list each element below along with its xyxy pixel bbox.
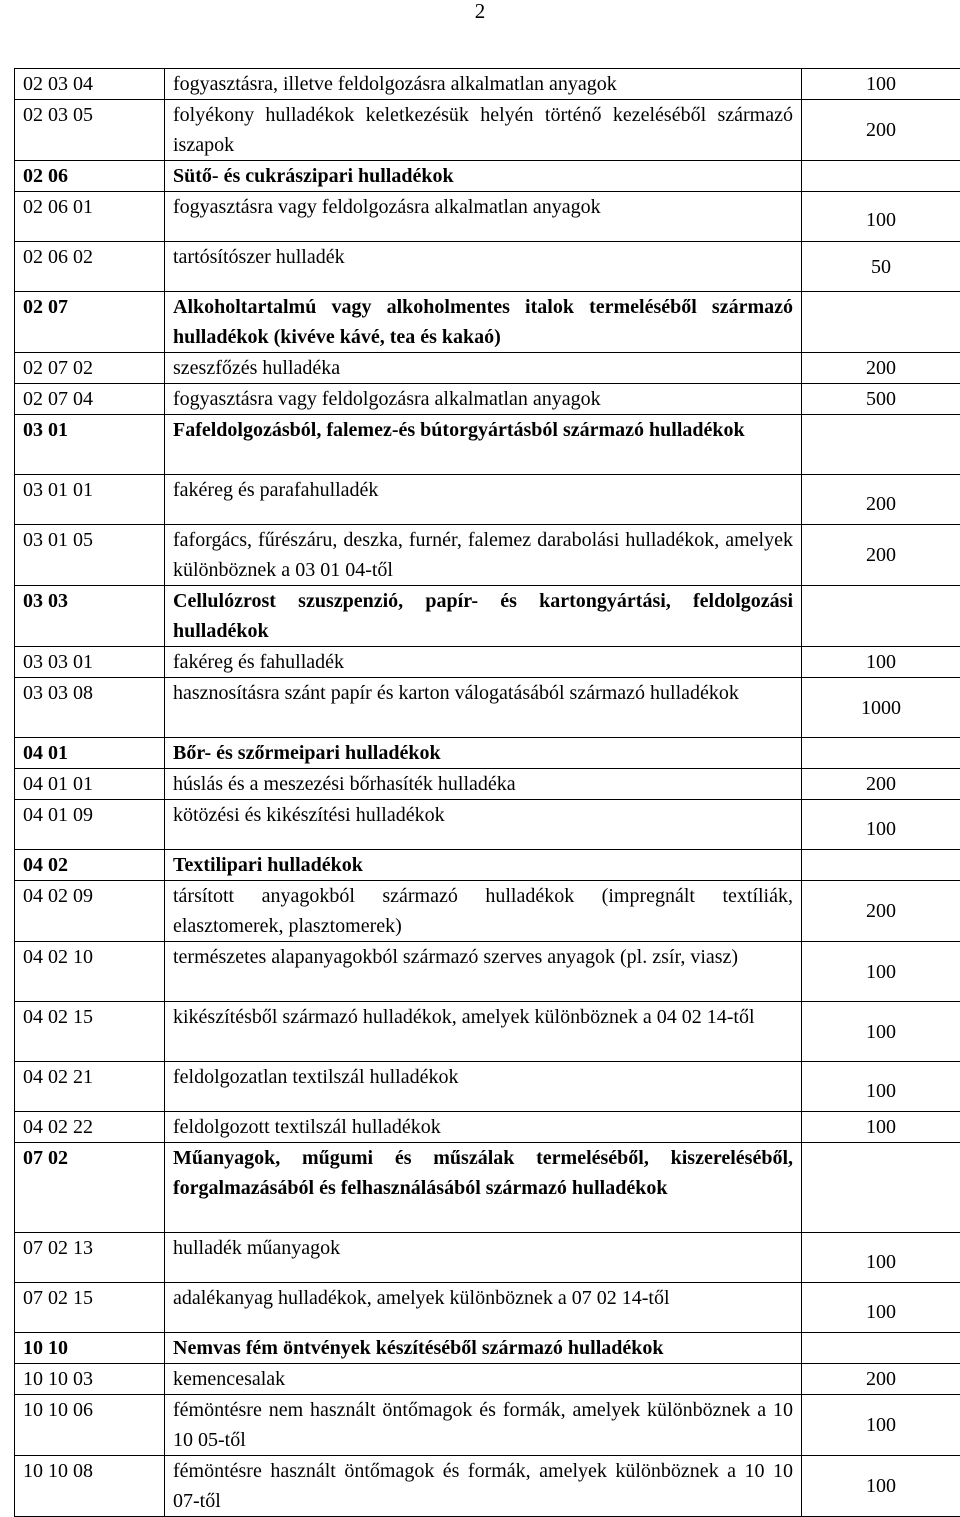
waste-group-code: 02 07 [15, 292, 165, 353]
waste-group-title: Bőr- és szőrmeipari hulladékok [165, 738, 802, 769]
waste-code: 02 03 05 [15, 100, 165, 161]
quantity [802, 586, 960, 647]
waste-code: 03 01 01 [15, 475, 165, 525]
quantity: 100 [802, 1283, 960, 1333]
waste-group-title: Textilipari hulladékok [165, 850, 802, 881]
table-row [15, 1333, 960, 1364]
waste-description: fogyasztásra vagy feldolgozásra alkalmatlan anyagok [165, 384, 802, 415]
waste-description: fakéreg és parafahulladék [165, 475, 802, 525]
table-row [15, 1364, 960, 1395]
quantity: 100 [802, 69, 960, 100]
quantity: 100 [802, 942, 960, 1002]
table-row [15, 1062, 960, 1112]
quantity [802, 738, 960, 769]
waste-description: fémöntésre nem használt öntőmagok és formák, amelyek különböznek a 10 10 05-től [165, 1395, 802, 1456]
waste-code: 04 01 09 [15, 800, 165, 850]
waste-code: 04 02 22 [15, 1112, 165, 1143]
table-row [15, 384, 960, 415]
waste-description: fogyasztásra, illetve feldolgozásra alkalmatlan anyagok [165, 69, 802, 100]
quantity: 200 [802, 475, 960, 525]
waste-group-code: 10 10 [15, 1333, 165, 1364]
table-row [15, 647, 960, 678]
table-row [15, 192, 960, 242]
table-row [15, 353, 960, 384]
quantity: 1000 [802, 678, 960, 738]
waste-code: 10 10 06 [15, 1395, 165, 1456]
quantity [802, 1143, 960, 1233]
table-row [15, 1143, 960, 1233]
quantity: 100 [802, 1112, 960, 1143]
waste-group-title: Fafeldolgozásból, falemez-és bútorgyártásból származó hulladékok [165, 415, 802, 475]
waste-description: társított anyagokból származó hulladékok (impregnált textíliák, elasztomerek, plasztomerek) [165, 881, 802, 942]
table-row [15, 1112, 960, 1143]
table-row [15, 292, 960, 353]
waste-description: folyékony hulladékok keletkezésük helyén történő kezeléséből származó iszapok [165, 100, 802, 161]
waste-group-title: Cellulózrost szuszpenzió, papír- és kartongyártási, feldolgozási hulladékok [165, 586, 802, 647]
quantity: 200 [802, 100, 960, 161]
waste-description: kötözési és kikészítési hulladékok [165, 800, 802, 850]
table-row [15, 769, 960, 800]
quantity: 50 [802, 242, 960, 292]
waste-group-title: Sütő- és cukrászipari hulladékok [165, 161, 802, 192]
table-row [15, 415, 960, 475]
quantity: 100 [802, 1002, 960, 1062]
table-row [15, 1002, 960, 1062]
quantity: 200 [802, 1364, 960, 1395]
quantity [802, 161, 960, 192]
waste-code: 02 06 01 [15, 192, 165, 242]
waste-description: fakéreg és fahulladék [165, 647, 802, 678]
quantity [802, 292, 960, 353]
waste-code: 02 07 04 [15, 384, 165, 415]
waste-code: 07 02 13 [15, 1233, 165, 1283]
waste-code: 07 02 15 [15, 1283, 165, 1333]
table-row [15, 100, 960, 161]
waste-group-code: 02 06 [15, 161, 165, 192]
quantity: 100 [802, 1233, 960, 1283]
table-row [15, 161, 960, 192]
table-row [15, 1456, 960, 1517]
quantity: 100 [802, 1456, 960, 1517]
waste-description: faforgács, fűrészáru, deszka, furnér, falemez darabolási hulladékok, amelyek különböznek a 03 01 04-től [165, 525, 802, 586]
waste-description: adalékanyag hulladékok, amelyek különböznek a 07 02 14-től [165, 1283, 802, 1333]
waste-code: 04 01 01 [15, 769, 165, 800]
waste-code: 04 02 09 [15, 881, 165, 942]
waste-description: fémöntésre használt öntőmagok és formák, amelyek különböznek a 10 10 07-től [165, 1456, 802, 1517]
table-row [15, 586, 960, 647]
quantity [802, 850, 960, 881]
table-row [15, 1283, 960, 1333]
waste-group-title: Nemvas fém öntvények készítéséből származó hulladékok [165, 1333, 802, 1364]
waste-code: 02 03 04 [15, 69, 165, 100]
waste-code: 03 03 08 [15, 678, 165, 738]
waste-description: fogyasztásra vagy feldolgozásra alkalmatlan anyagok [165, 192, 802, 242]
waste-group-code: 04 02 [15, 850, 165, 881]
table-row [15, 678, 960, 738]
table-row [15, 881, 960, 942]
table-row [15, 525, 960, 586]
table-row [15, 69, 960, 100]
table-row [15, 1395, 960, 1456]
table-row [15, 942, 960, 1002]
table-row [15, 850, 960, 881]
waste-group-code: 03 03 [15, 586, 165, 647]
waste-group-code: 03 01 [15, 415, 165, 475]
quantity: 200 [802, 881, 960, 942]
waste-group-code: 07 02 [15, 1143, 165, 1233]
waste-group-title: Műanyagok, műgumi és műszálak termeléséből, kiszereléséből, forgalmazásából és felhasználásából származó hulladékok [165, 1143, 802, 1233]
quantity: 100 [802, 192, 960, 242]
table-row [15, 800, 960, 850]
waste-code: 03 03 01 [15, 647, 165, 678]
quantity: 200 [802, 769, 960, 800]
waste-code: 10 10 03 [15, 1364, 165, 1395]
quantity: 200 [802, 353, 960, 384]
waste-code: 04 02 15 [15, 1002, 165, 1062]
waste-description: tartósítószer hulladék [165, 242, 802, 292]
waste-description: hasznosításra szánt papír és karton válogatásából származó hulladékok [165, 678, 802, 738]
quantity: 100 [802, 1062, 960, 1112]
waste-description: húslás és a meszezési bőrhasíték hulladéka [165, 769, 802, 800]
quantity [802, 1333, 960, 1364]
waste-description: kemencesalak [165, 1364, 802, 1395]
waste-code: 02 07 02 [15, 353, 165, 384]
waste-code: 04 02 21 [15, 1062, 165, 1112]
waste-group-title: Alkoholtartalmú vagy alkoholmentes italok termeléséből származó hulladékok (kivéve kávé, tea és kakaó) [165, 292, 802, 353]
table-row [15, 475, 960, 525]
quantity: 500 [802, 384, 960, 415]
waste-code: 04 02 10 [15, 942, 165, 1002]
table-row [15, 242, 960, 292]
quantity: 100 [802, 800, 960, 850]
page-number: 2 [0, 0, 960, 22]
waste-code: 02 06 02 [15, 242, 165, 292]
waste-code-table [14, 68, 960, 1517]
waste-code: 03 01 05 [15, 525, 165, 586]
waste-description: szeszfőzés hulladéka [165, 353, 802, 384]
quantity: 200 [802, 525, 960, 586]
waste-group-code: 04 01 [15, 738, 165, 769]
quantity [802, 415, 960, 475]
waste-description: feldolgozatlan textilszál hulladékok [165, 1062, 802, 1112]
quantity: 100 [802, 647, 960, 678]
quantity: 100 [802, 1395, 960, 1456]
waste-description: természetes alapanyagokból származó szerves anyagok (pl. zsír, viasz) [165, 942, 802, 1002]
waste-description: kikészítésből származó hulladékok, amelyek különböznek a 04 02 14-től [165, 1002, 802, 1062]
table-row [15, 738, 960, 769]
waste-code: 10 10 08 [15, 1456, 165, 1517]
waste-description: feldolgozott textilszál hulladékok [165, 1112, 802, 1143]
table-row [15, 1233, 960, 1283]
waste-description: hulladék műanyagok [165, 1233, 802, 1283]
